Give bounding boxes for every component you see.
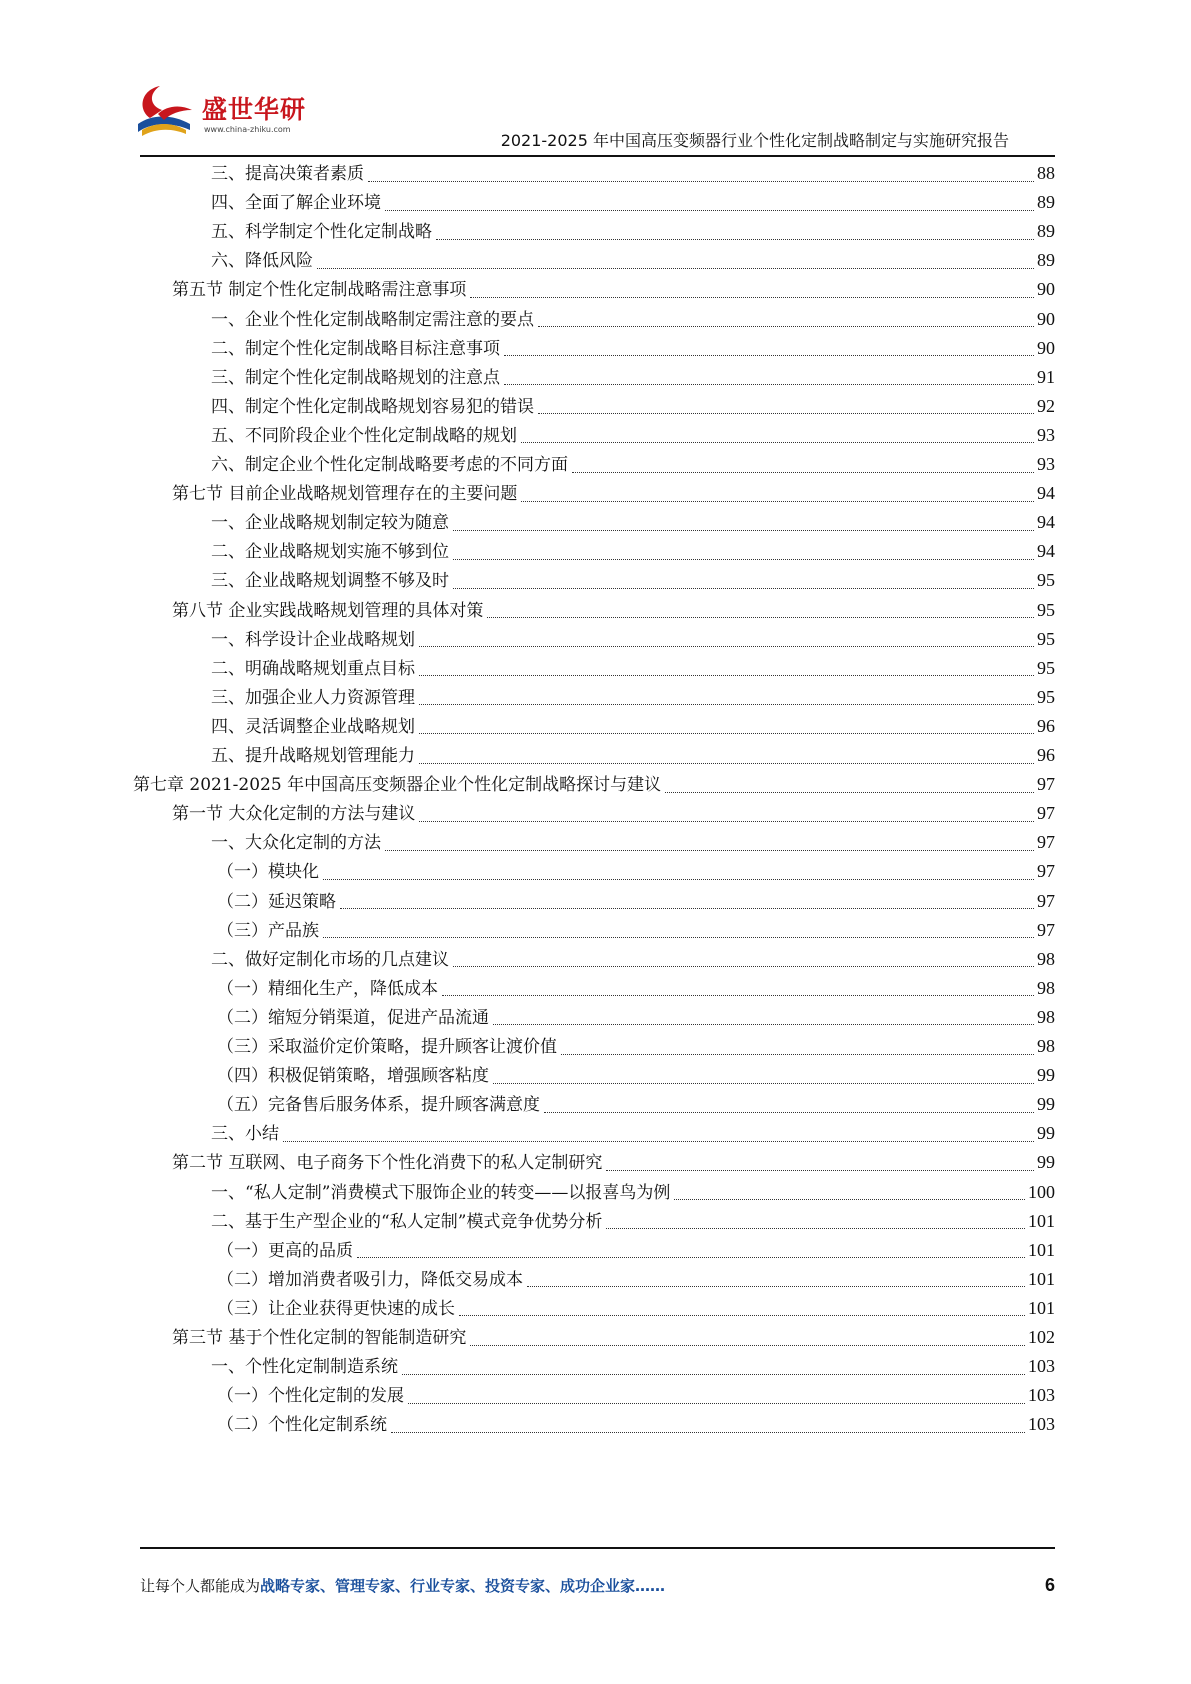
toc-dot-leader: [419, 646, 1034, 647]
toc-dot-leader: [453, 530, 1034, 531]
footer-slogan-highlight: 战略专家、管理专家、行业专家、投资专家、成功企业家……: [260, 1577, 666, 1595]
toc-entry-title: 四、灵活调整企业战略规划: [211, 716, 415, 737]
toc-entry-title: （一）精细化生产，降低成本: [217, 978, 438, 999]
toc-entry-page: 96: [1037, 715, 1055, 736]
toc-entry-page: 93: [1037, 424, 1055, 445]
toc-entry[interactable]: [211, 740, 1055, 770]
toc-entry-title: 四、全面了解企业环境: [211, 193, 381, 214]
toc-entry-page: 95: [1037, 599, 1055, 620]
footer-divider: [140, 1547, 1055, 1549]
toc-dot-leader: [368, 181, 1034, 182]
toc-entry[interactable]: [211, 653, 1055, 683]
toc-entry-title: 二、基于生产型企业的“私人定制”模式竞争优势分析: [211, 1211, 603, 1232]
toc-entry[interactable]: [211, 245, 1055, 275]
toc-entry[interactable]: [217, 1060, 1055, 1090]
toc-entry-page: 95: [1037, 686, 1055, 707]
toc-entry[interactable]: [211, 682, 1055, 712]
toc-entry-title: 一、科学设计企业战略规划: [211, 629, 415, 650]
toc-dot-leader: [493, 1083, 1034, 1084]
toc-entry[interactable]: [172, 798, 1055, 828]
toc-entry-title: 一、个性化定制制造系统: [211, 1357, 398, 1378]
toc-entry[interactable]: [211, 827, 1055, 857]
toc-entry-title: 第二节 互联网、电子商务下个性化消费下的私人定制研究: [172, 1153, 603, 1174]
toc-dot-leader: [606, 1228, 1025, 1229]
toc-entry[interactable]: [211, 391, 1055, 421]
toc-entry-page: 98: [1037, 1036, 1055, 1056]
toc-dot-leader: [453, 559, 1034, 560]
toc-dot-leader: [665, 792, 1034, 793]
toc-dot-leader: [459, 1315, 1025, 1316]
brand-name: 盛世华研: [202, 95, 307, 124]
toc-entry-title: 二、制定个性化定制战略目标注意事项: [211, 338, 500, 359]
toc-entry-page: 97: [1037, 861, 1055, 882]
toc-entry-page: 90: [1037, 337, 1055, 358]
toc-entry-title: （四）积极促销策略，增强顾客粘度: [217, 1066, 489, 1087]
toc-entry[interactable]: [172, 1322, 1055, 1352]
logo-emblem-icon: [132, 80, 202, 142]
toc-entry-title: （一）模块化: [217, 862, 319, 883]
toc-entry-page: 103: [1028, 1414, 1055, 1435]
toc-entry-title: 五、提升战略规划管理能力: [211, 746, 415, 766]
toc-entry-page: 100: [1028, 1181, 1055, 1202]
page-header: [0, 0, 1191, 150]
toc-entry-page: 89: [1037, 192, 1055, 213]
toc-entry-title: 二、明确战略规划重点目标: [211, 658, 415, 679]
toc-entry-title: 一、大众化定制的方法: [211, 833, 381, 854]
toc-entry-title: 二、做好定制化市场的几点建议: [211, 949, 449, 970]
toc-entry[interactable]: [217, 1264, 1055, 1294]
toc-dot-leader: [408, 1403, 1025, 1404]
toc-entry-page: 97: [1037, 890, 1055, 911]
toc-entry-page: 94: [1037, 541, 1055, 562]
toc-entry[interactable]: [217, 915, 1055, 945]
toc-entry-page: 89: [1037, 221, 1055, 242]
toc-entry-title: （三）让企业获得更快速的成长: [217, 1298, 455, 1319]
toc-dot-leader: [357, 1257, 1025, 1258]
toc-entry-page: 95: [1037, 570, 1055, 591]
toc-entry-title: 第七节 目前企业战略规划管理存在的主要问题: [172, 484, 518, 505]
toc-entry-page: 101: [1028, 1297, 1055, 1318]
toc-entry[interactable]: [211, 1206, 1055, 1236]
toc-entry-page: 98: [1037, 977, 1055, 998]
toc-entry[interactable]: [211, 565, 1055, 595]
toc-entry-title: （五）完备售后服务体系，提升顾客满意度: [217, 1095, 540, 1116]
toc-entry-page: 94: [1037, 483, 1055, 504]
toc-entry[interactable]: [211, 1177, 1055, 1207]
toc-entry-page: 91: [1037, 366, 1055, 387]
toc-entry[interactable]: [172, 595, 1055, 625]
toc-dot-leader: [317, 268, 1034, 269]
toc-entry-page: 92: [1037, 395, 1055, 416]
toc-entry[interactable]: [211, 1118, 1055, 1148]
toc-entry-page: 101: [1028, 1210, 1055, 1231]
toc-dot-leader: [385, 210, 1034, 211]
toc-entry-page: 96: [1037, 745, 1055, 765]
toc-entry[interactable]: [172, 1147, 1055, 1177]
toc-dot-leader: [470, 297, 1034, 298]
toc-dot-leader: [606, 1170, 1034, 1171]
toc-entry[interactable]: [211, 333, 1055, 363]
toc-entry[interactable]: [211, 711, 1055, 741]
toc-entry-page: 99: [1037, 1065, 1055, 1086]
toc-entry[interactable]: [172, 478, 1055, 508]
toc-dot-leader: [340, 908, 1034, 909]
page-number: 6: [1044, 1575, 1055, 1595]
toc-entry-title: （二）增加消费者吸引力，降低交易成本: [217, 1269, 523, 1290]
brand-url: www.china-zhiku.com: [204, 125, 291, 134]
toc-entry-title: 五、不同阶段企业个性化定制战略的规划: [211, 425, 517, 446]
toc-entry-page: 99: [1037, 1123, 1055, 1144]
toc-entry-title: 三、加强企业人力资源管理: [211, 687, 415, 708]
toc-entry-page: 99: [1037, 1094, 1055, 1115]
toc-dot-leader: [527, 1286, 1025, 1287]
toc-entry[interactable]: [211, 944, 1055, 974]
toc-entry-title: 四、制定个性化定制战略规划容易犯的错误: [211, 396, 534, 417]
toc-entry[interactable]: [211, 187, 1055, 217]
toc-entry-title: 三、企业战略规划调整不够及时: [211, 571, 449, 592]
toc-dot-leader: [419, 821, 1034, 822]
toc-entry[interactable]: [211, 507, 1055, 537]
toc-entry-title: 三、制定个性化定制战略规划的注意点: [211, 367, 500, 388]
toc-dot-leader: [538, 326, 1034, 327]
toc-dot-leader: [419, 704, 1034, 705]
toc-entry-title: （二）延迟策略: [217, 891, 336, 912]
toc-entry[interactable]: [172, 274, 1055, 304]
toc-entry[interactable]: [211, 216, 1055, 246]
toc-dot-leader: [493, 1024, 1034, 1025]
toc-entry[interactable]: [217, 1409, 1055, 1439]
toc-entry-page: 101: [1028, 1268, 1055, 1289]
toc-entry-title: （一）个性化定制的发展: [217, 1386, 404, 1407]
toc-dot-leader: [283, 1141, 1034, 1142]
toc-dot-leader: [538, 413, 1034, 414]
toc-dot-leader: [323, 937, 1034, 938]
toc-entry-title: 一、“私人定制”消费模式下服饰企业的转变——以报喜鸟为例: [211, 1182, 671, 1203]
toc-dot-leader: [442, 995, 1034, 996]
toc-entry-page: 95: [1037, 628, 1055, 649]
toc-entry[interactable]: [211, 158, 1055, 188]
toc-dot-leader: [544, 1112, 1034, 1113]
toc-entry[interactable]: [217, 1002, 1055, 1032]
toc-entry-title: （二）个性化定制系统: [217, 1415, 387, 1436]
toc-entry[interactable]: [211, 624, 1055, 654]
toc-entry-page: 89: [1037, 250, 1055, 271]
toc-dot-leader: [453, 588, 1034, 589]
toc-entry-title: （三）采取溢价定价策略，提升顾客让渡价值: [217, 1037, 557, 1057]
toc-dot-leader: [453, 966, 1034, 967]
toc-dot-leader: [674, 1199, 1025, 1200]
toc-dot-leader: [504, 384, 1034, 385]
toc-entry-page: 94: [1037, 512, 1055, 533]
toc-dot-leader: [521, 442, 1034, 443]
toc-dot-leader: [391, 1432, 1025, 1433]
toc-entry-page: 97: [1037, 803, 1055, 824]
toc-entry-title: （二）缩短分销渠道，促进产品流通: [217, 1007, 489, 1028]
toc-entry[interactable]: [211, 362, 1055, 392]
brand-logo: [140, 80, 320, 150]
toc-entry-title: 一、企业战略规划制定较为随意: [211, 513, 449, 534]
toc-entry-title: 第三节 基于个性化定制的智能制造研究: [172, 1328, 467, 1348]
toc-dot-leader: [385, 850, 1034, 851]
toc-dot-leader: [487, 617, 1034, 618]
toc-dot-leader: [504, 355, 1034, 356]
toc-entry-title: 第五节 制定个性化定制战略需注意事项: [172, 280, 467, 301]
toc-entry[interactable]: [211, 420, 1055, 450]
toc-entry-title: 六、制定企业个性化定制战略要考虑的不同方面: [211, 455, 568, 475]
page-footer: [140, 1575, 1055, 1596]
toc-entry[interactable]: [133, 769, 1055, 799]
toc-entry-page: 103: [1028, 1356, 1055, 1377]
footer-slogan-lead: 让每个人都能成为: [140, 1577, 261, 1595]
toc-entry[interactable]: [217, 1031, 1055, 1061]
toc-entry-page: 90: [1037, 279, 1055, 300]
toc-dot-leader: [521, 501, 1034, 502]
toc-dot-leader: [323, 879, 1034, 880]
toc-entry[interactable]: [211, 449, 1055, 479]
toc-entry-title: 一、企业个性化定制战略制定需注意的要点: [211, 309, 534, 330]
toc-entry-page: 97: [1037, 919, 1055, 940]
toc-entry-page: 101: [1028, 1239, 1055, 1260]
header-divider: [140, 155, 1055, 157]
toc-entry-page: 98: [1037, 948, 1055, 969]
toc-entry[interactable]: [217, 1089, 1055, 1119]
toc-entry[interactable]: [217, 1235, 1055, 1265]
toc-entry-page: 97: [1037, 832, 1055, 853]
toc-dot-leader: [572, 472, 1034, 473]
toc-entry-page: 98: [1037, 1006, 1055, 1027]
toc-dot-leader: [561, 1054, 1034, 1055]
toc-entry-page: 95: [1037, 657, 1055, 678]
toc-dot-leader: [436, 239, 1034, 240]
toc-entry[interactable]: [211, 1351, 1055, 1381]
toc-entry-page: 88: [1037, 163, 1055, 183]
toc-entry-page: 97: [1037, 774, 1055, 795]
toc-entry[interactable]: [217, 1293, 1055, 1323]
toc-entry-title: 五、科学制定个性化定制战略: [211, 222, 432, 243]
toc-dot-leader: [470, 1345, 1025, 1346]
toc-dot-leader: [419, 763, 1034, 764]
toc-entry-title: （三）产品族: [217, 920, 319, 941]
toc-entry-title: 三、小结: [211, 1124, 279, 1145]
toc-entry[interactable]: [211, 304, 1055, 334]
toc-entry-title: 第八节 企业实践战略规划管理的具体对策: [172, 600, 484, 621]
toc-dot-leader: [402, 1374, 1025, 1375]
toc-entry-title: 六、降低风险: [211, 251, 313, 272]
toc-entry-page: 99: [1037, 1152, 1055, 1173]
toc-entry-page: 90: [1037, 308, 1055, 329]
toc-entry[interactable]: [211, 536, 1055, 566]
toc-entry-title: （一）更高的品质: [217, 1240, 353, 1261]
document-title: 2021-2025 年中国高压变频器行业个性化定制战略制定与实施研究报告: [500, 131, 1009, 150]
toc-entry[interactable]: [217, 886, 1055, 916]
toc-entry-title: 三、提高决策者素质: [211, 164, 364, 184]
toc-dot-leader: [419, 733, 1034, 734]
toc-dot-leader: [419, 675, 1034, 676]
toc-entry-page: 102: [1028, 1327, 1055, 1347]
toc-entry[interactable]: [217, 973, 1055, 1003]
toc-entry-title: 第一节 大众化定制的方法与建议: [172, 804, 416, 825]
toc-entry-page: 103: [1028, 1385, 1055, 1406]
toc-entry-title: 第七章 2021-2025 年中国高压变频器企业个性化定制战略探讨与建议: [133, 775, 662, 796]
toc-entry[interactable]: [217, 1380, 1055, 1410]
toc-entry[interactable]: [217, 856, 1055, 886]
toc-entry-page: 93: [1037, 454, 1055, 474]
toc-entry-title: 二、企业战略规划实施不够到位: [211, 542, 449, 563]
